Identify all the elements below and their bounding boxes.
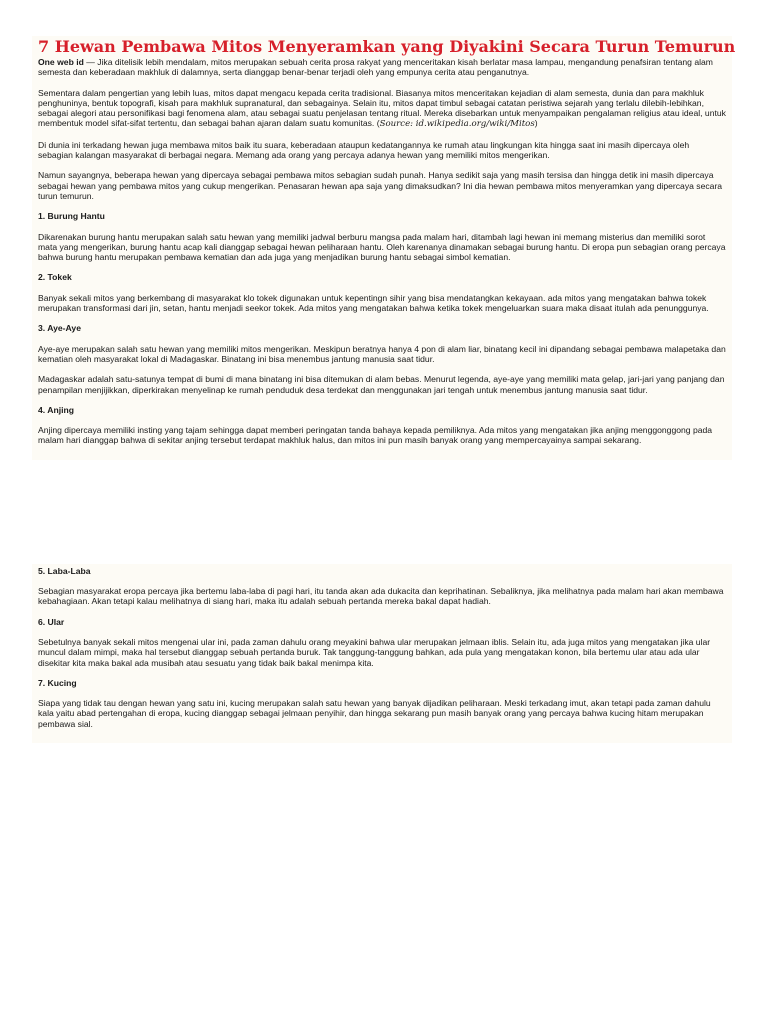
article xyxy=(32,36,736,743)
section-heading-anjing: 4. Anjing xyxy=(38,404,74,415)
section-text-ular: Sebetulnya banyak sekali mitos mengenai ular ini, pada zaman dahulu orang meyakini bahwa ular merupakan jelmaan iblis. Selain itu, ada juga mitos yang mengatakan jika ular muncul dalam mimpi, maka hal tersebut dianggap sebuah pertanda buruk. Tak tanggung-tanggung bahkan, ada pula yang mengatakan konon, bila bertemu ular atau ada ular disekitar kita maka bakal ada musibah atau sesuatu yang tidak baik bakal menimpa kita. xyxy=(38,636,711,668)
section-heading-laba-laba: 5. Laba-Laba xyxy=(38,565,91,576)
article-panel-bottom xyxy=(32,564,732,743)
section-text-laba-laba: Sebagian masyarakat eropa percaya jika bertemu laba-laba di pagi hari, itu tanda akan ada dukacita dan keprihatinan. Sebaliknya, jika melihatnya pada malam hari akan membawa kebahagiaan. Akan tetapi kalau melihatnya di siang hari, maka itu adalah sebuah pertanda mereka bakal dapat hadiah. xyxy=(38,586,724,607)
paragraph-animals-myth: Di dunia ini terkadang hewan juga membawa mitos baik itu suara, keberadaan ataupun kedatangannya ke rumah atau lingkungan kita hingga saat ini masih dipercaya oleh sebagian kalangan masyarakat di berbagai negara. Memang ada orang yang percaya adanya hewan yang memiliki mitos mengerikan. xyxy=(38,139,690,161)
article-panel-top xyxy=(32,36,736,460)
source-citation: Source: id.wikipedia.org/wiki/Mitos xyxy=(379,119,535,130)
section-text-anjing: Anjing dipercaya memiliki insting yang tajam sehingga dapat memberi peringatan tanda bahaya kepada pemiliknya. Ada mitos yang mengatakan jika anjing menggonggong pada malam hari dianggap bahwa di sekitar anjing tersebut terdapat makhluk halus, dan mitos ini pun masih banyak orang yang mempercayainya sampai sekarang. xyxy=(38,425,713,446)
section-heading-kucing: 7. Kucing xyxy=(38,677,77,688)
paragraph-extinct: Namun sayangnya, beberapa hewan yang dipercaya sebagai pembawa mitos sebagian sudah punah. Hanya sedikit saja yang masih tersisa dan hingga detik ini masih dipercaya sebagai hewan yang pembawa mitos yang cukup mengerikan. Penasaran hewan apa saja yang dimaksudkan? Ini dia hewan pembawa mitos menyeramkan yang dipercaya secara turun temurun. xyxy=(38,170,723,201)
section-heading-ular: 6. Ular xyxy=(38,616,65,627)
section-text-aye-aye-1: Aye-aye merupakan salah satu hewan yang memiliki mitos mengerikan. Meskipun beratnya hanya 4 pon di alam liar, binatang kecil ini dipandang sebagai pembawa malapetaka dan kematian oleh masyarakat lokal di Madagaskar. Binatang ini bisa menembus jantung manusia saat tidur. xyxy=(38,343,726,364)
section-heading-aye-aye: 3. Aye-Aye xyxy=(38,323,81,334)
section-text-aye-aye-2: Madagaskar adalah satu-satunya tempat di bumi di mana binatang ini bisa ditemukan di alam bebas. Menurut legenda, aye-aye yang memiliki mata gelap, jari-jari yang panjang dan penampilan menjijikkan, diperkirakan menyelinap ke rumah penduduk desa terdekat dan menggunakan jari tengah untuk menembus jantung manusia saat tidur. xyxy=(38,374,725,395)
section-text-tokek: Banyak sekali mitos yang berkembang di masyarakat klo tokek digunakan untuk kepentingn sihir yang bisa mendatangkan kekayaan. ada mitos yang mengatakan bahwa tokek merupakan transformasi dari jin, setan, hantu menjadi seekor tokek. Ada mitos yang mengatakan bahwa ketika tokek mengeluarkan suara maka disaat itulah ada penunggunya. xyxy=(38,292,709,314)
article-title: 7 Hewan Pembawa Mitos Menyeramkan yang Diyakini Secara Turun Temurun xyxy=(38,37,736,56)
site-name: One web id xyxy=(38,57,84,67)
section-heading-burung-hantu: 1. Burung Hantu xyxy=(38,211,105,222)
intro-text: — Jika ditelisik lebih mendalam, mitos merupakan sebuah cerita prosa rakyat yang menceritakan kisah berlatar masa lampau, mengandung penafsiran tentang alam semesta dan keberadaan makhluk di dalamnya, serta dianggap benar-benar terjadi oleh yang empunya cerita atau penganutnya. xyxy=(38,57,713,78)
content-gap xyxy=(32,460,732,564)
intro-paragraph xyxy=(38,57,726,78)
section-heading-tokek: 2. Tokek xyxy=(38,272,72,283)
section-text-kucing: Siapa yang tidak tau dengan hewan yang satu ini, kucing merupakan salah satu hewan yang banyak dijadikan peliharaan. Meski terkadang imut, akan tetapi pada zaman dahulu kala yaitu abad pertengahan di eropa, kucing dianggap sebagai jelmaan penyihir, dan hingga sekarang pun masih banyak orang yang percaya bahwa kucing hitam merupakan pembawa sial. xyxy=(38,698,711,729)
paragraph-definition xyxy=(38,88,726,130)
section-text-burung-hantu: Dikarenakan burung hantu merupakan salah satu hewan yang memiliki jadwal berburu mangsa pada malam hari, ditambah lagi hewan ini memang misterius dan memiliki sorot mata yang mengerikan, burung hantu acap kali dianggap sebagai hewan peliharaan hantu. Oleh karenanya dinamakan sebagai burung hantu. Di eropa pun sebagian orang percaya bahwa burung hantu merupakan pembawa kematian dan ada juga yang menjadikan burung hantu sebagai simbol kematian. xyxy=(38,231,726,263)
paragraph-definition-text: Sementara dalam pengertian yang lebih luas, mitos dapat mengacu kepada cerita tradisional. Biasanya mitos menceritakan kejadian di alam semesta, dunia dan para makhluk penghuninya, bentuk topografi, kisah para makhluk supranatural, dan sebagainya. Selain itu, mitos dapat timbul sebagai catatan peristiwa sejarah yang terlalu dilebih-lebihkan, sebagai alegori atau personifikasi bagi fenomena alam, atau sebagai suatu penjelasan tentang ritual. Mereka disebarkan untuk menyampaikan pengalaman religius atau ideal, untuk membentuk model sifat-sifat tertentu, dan sebagai bahan ajaran dalam suatu komunitas. ( xyxy=(38,87,726,129)
source-citation-close: ) xyxy=(534,118,538,129)
